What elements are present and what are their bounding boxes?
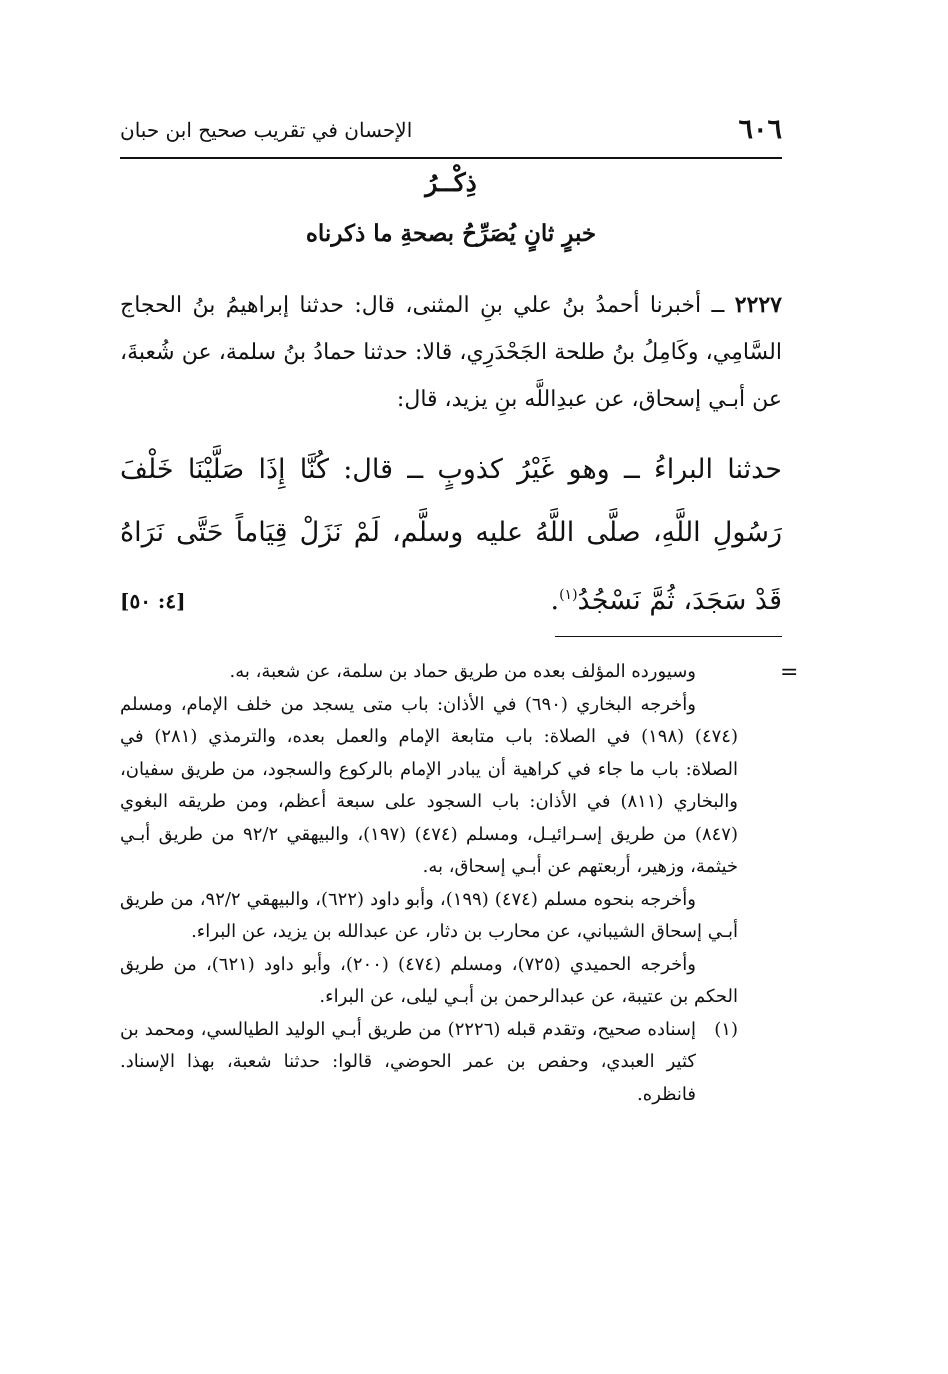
hadith-matn — [120, 438, 782, 633]
footnote-text: إسناده صحيح، وتقدم قبله (٢٢٢٦) من طريق أبـي الوليد الطيالسي، ومحمد بن كثير العبدي، وحفص بن عمر الحوضي، قالوا: حدثنا شعبة، بهذا الإسناد. فانظره. — [120, 1018, 696, 1105]
footnote-number: (١) — [714, 1018, 738, 1040]
footnote-paragraph: وأخرجه البخاري (٦٩٠) في الأذان: باب متى يسجد من خلف الإمام، ومسلم (٤٧٤) (١٩٨) في الصلاة: باب متابعة الإمام والعمل بعده، والترمذي (٢٨١) في الصلاة: باب ما جاء في كراهية أن يبادر الإمام بالركوع والسجود، من طريق سفيان، والبخاري (٨١١) في الأذان: باب السجود على سبعة أعظم، ومن طريقه البغوي (٨٤٧) من طريق إسـرائيـل، ومسلم (٤٧٤) (١٩٧)، والبيهقي ٩٢/٢ من طريق أبـي خيثمة، وزهير، أربعتهم عن أبـي إسحاق، به. — [120, 693, 738, 877]
hadith-reference: [٤: ٥٠] — [120, 589, 186, 613]
hadith-number: ٢٢٢٧ — [734, 292, 782, 318]
footnote-paragraph: وأخرجه الحميدي (٧٢٥)، ومسلم (٤٧٤) (٢٠٠)، وأبو داود (٦٢١)، من طريق الحكم بن عتيبة، عن عبدالرحمن بن أبـي ليلى، عن البراء. — [120, 953, 738, 1007]
page-header — [120, 108, 782, 152]
isnad-text: ــ أخبرنا أحمدُ بنُ علي بنِ المثنى، قال: حدثنا إبراهيمُ بنُ الحجاج السَّامِي، وكَامِلُ بنُ طلحة الجَحْدَرِي، قالا: حدثنا حمادُ بنُ سلمة، عن شُعبةَ، عن أبـي إسحاق، عن عبدِاللَّه بنِ يزيد، قال: — [120, 293, 783, 412]
footnote-separator — [555, 636, 782, 637]
chapter-title: ذِكْــرُ — [425, 168, 477, 197]
matn-end: . — [550, 585, 560, 616]
header-rule — [120, 157, 782, 159]
continuation-mark: = — [780, 660, 799, 685]
footnote-paragraph: وأخرجه بنحوه مسلم (٤٧٤) (١٩٩)، وأبو داود (٦٢٢)، والبيهقي ٩٢/٢، من طريق أبـي إسحاق الشيباني، عن محارب بن دثار، عن عبدالله بن يزيد، عن البراء. — [120, 888, 738, 942]
footnote-1 — [120, 1014, 738, 1112]
hadith-isnad — [120, 282, 782, 423]
running-title: الإحسان في تقريب صحيح ابن حبان — [120, 118, 413, 142]
footnote-paragraph: وسيورده المؤلف بعده من طريق حماد بن سلمة، عن شعبة، به. — [229, 661, 696, 682]
page-number: ٦٠٦ — [738, 114, 782, 145]
footnotes — [120, 656, 738, 1111]
chapter-subtitle: خبرٍ ثانٍ يُصَرِّحُ بصحةِ ما ذكرناه — [305, 220, 597, 247]
matn-text: حدثنا البراءُ ــ وهو غَيْرُ كذوبٍ ــ قال: كُنَّا إِذَا صَلَّيْنَا خَلْفَ رَسُولِ اللَّهِ، صلَّى اللَّهُ عليه وسلَّم، لَمْ نَزَلْ قِيَاماً حَتَّى نَرَاهُ قَدْ سَجَدَ، ثُمَّ نَسْجُدُ — [120, 454, 782, 616]
footnote-marker: (١) — [559, 587, 578, 603]
